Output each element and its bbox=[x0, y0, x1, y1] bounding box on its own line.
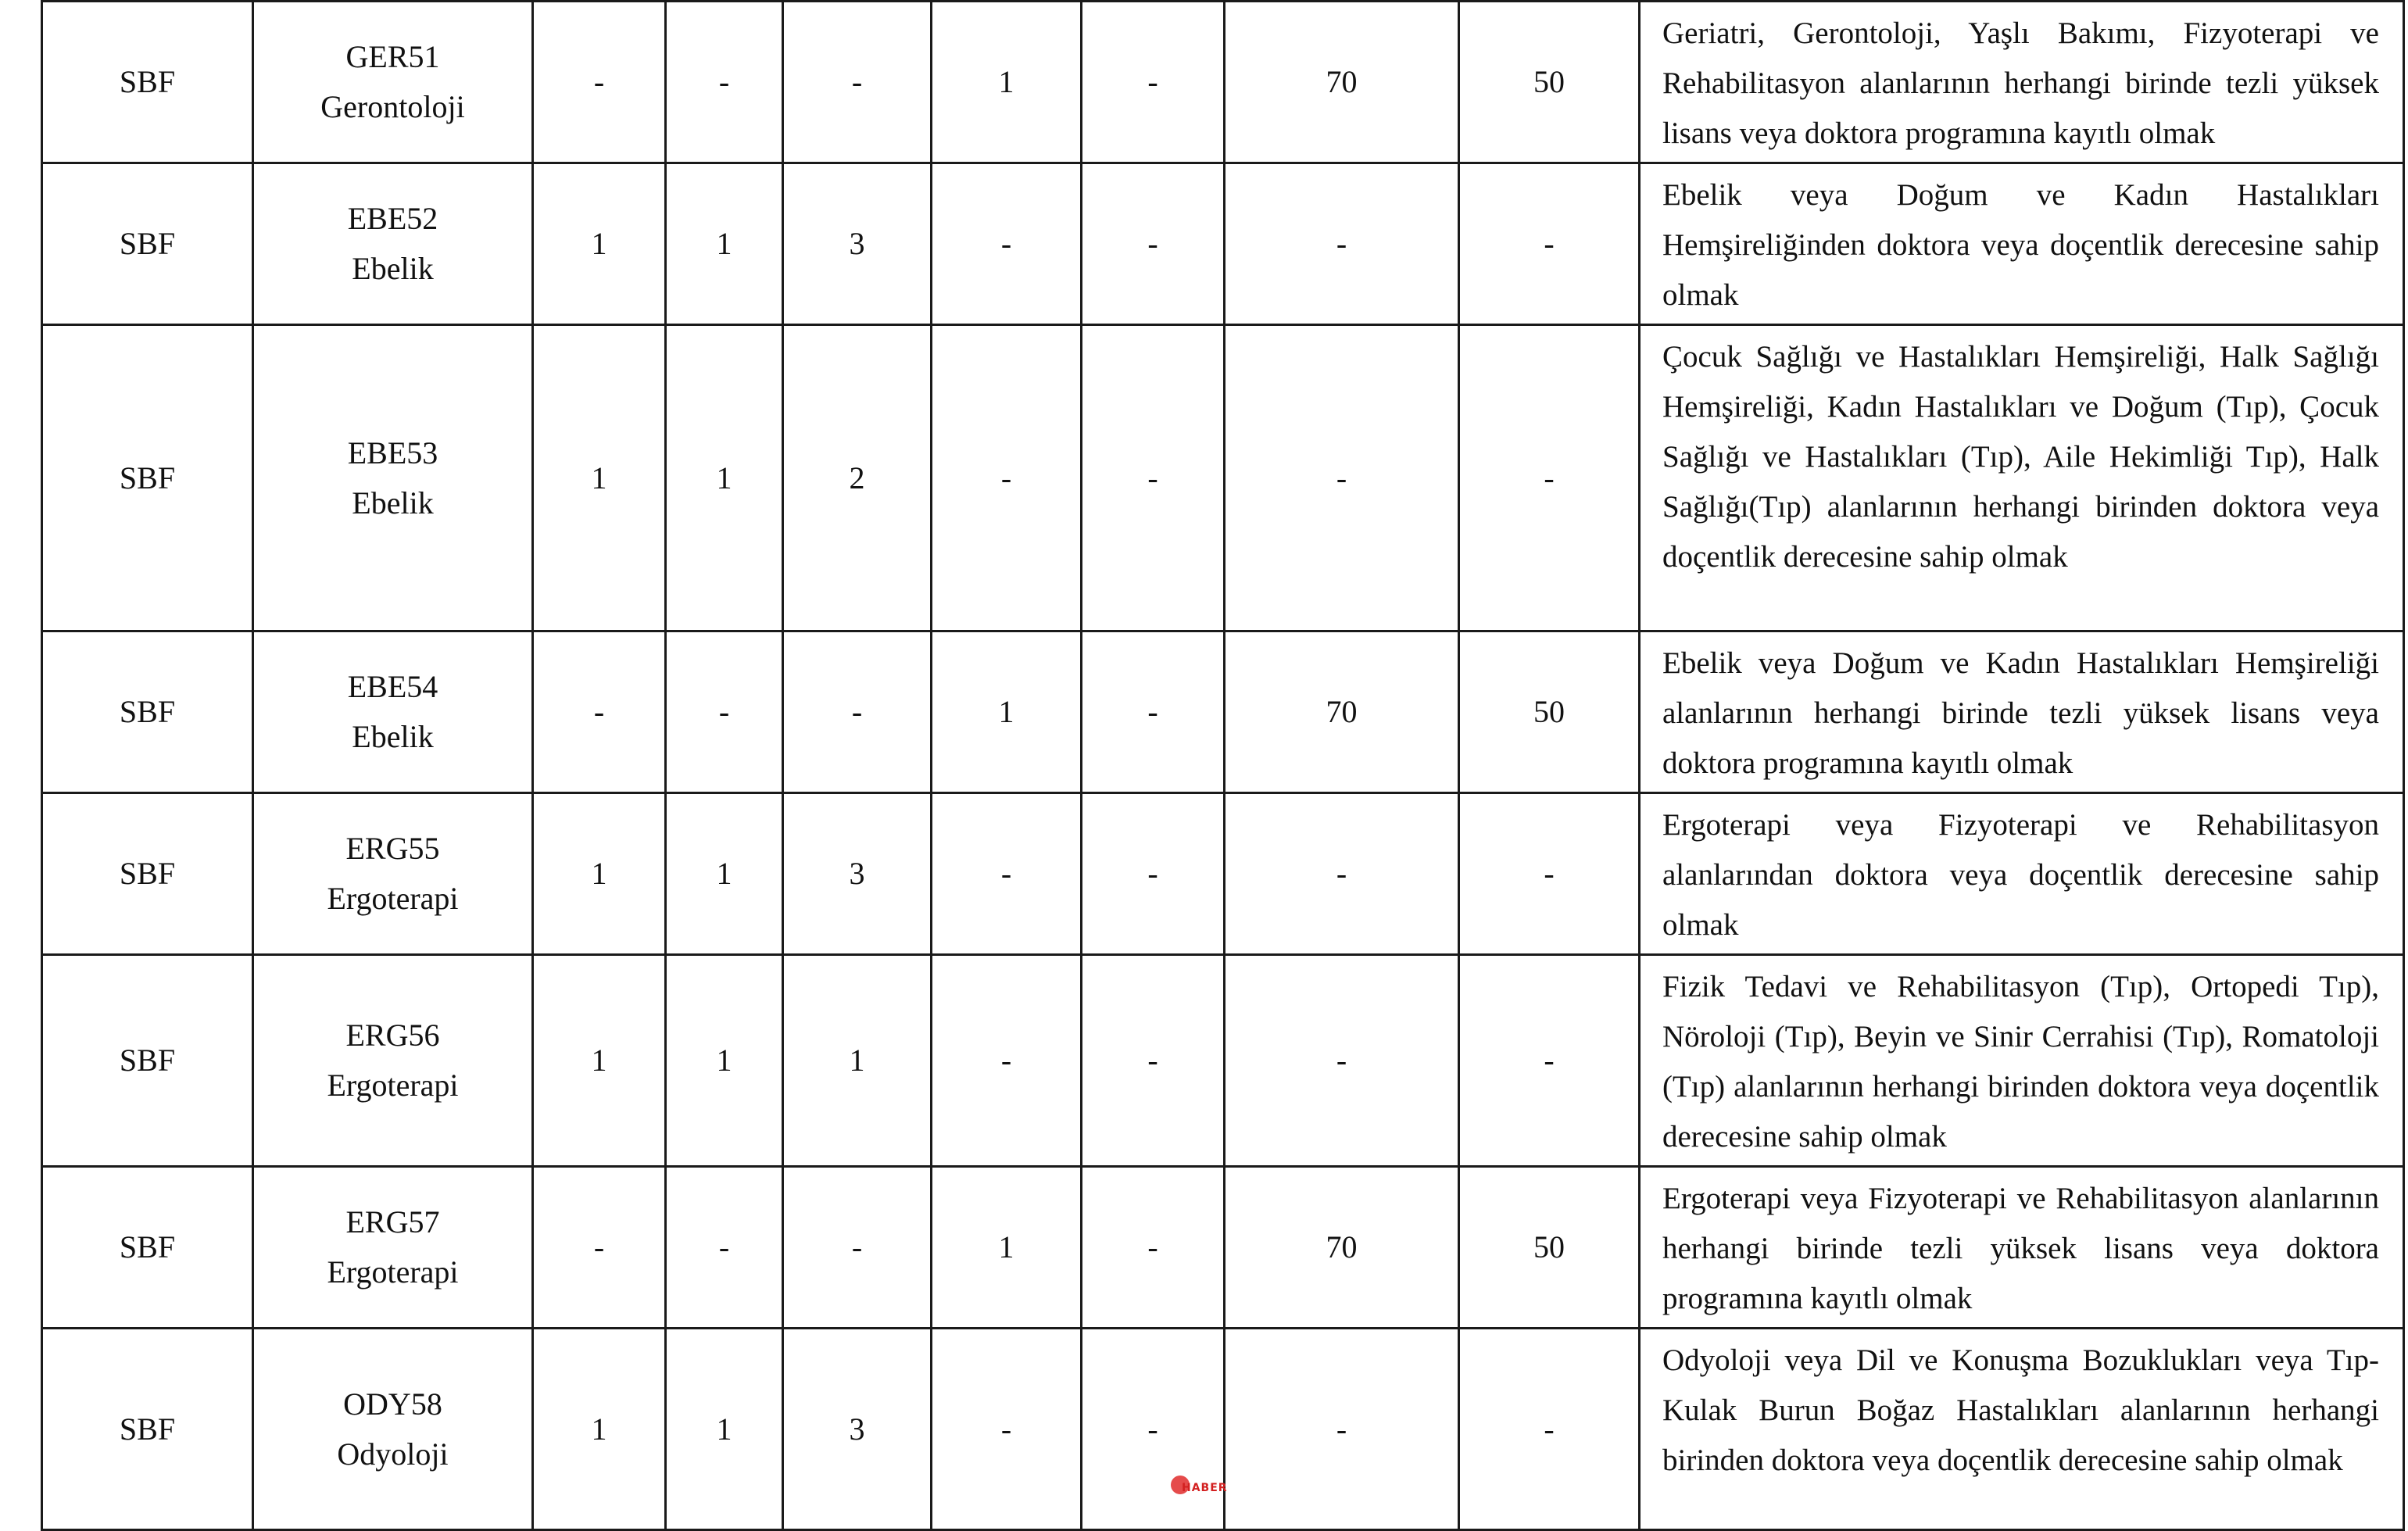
requirement-cell: Ergoterapi veya Fizyoterapi ve Rehabilitasyon alanlarından doktora veya doçentlik derecesine sahip olmak bbox=[1640, 793, 2404, 955]
count-cell: 1 bbox=[533, 955, 666, 1167]
department-cell bbox=[253, 2, 533, 163]
department-cell bbox=[253, 1167, 533, 1329]
count-cell: 2 bbox=[783, 325, 932, 631]
count-cell: 1 bbox=[666, 793, 783, 955]
count-cell: - bbox=[666, 1167, 783, 1329]
department-code: EBE53 bbox=[347, 435, 438, 470]
score-cell: - bbox=[1459, 793, 1640, 955]
department-name: Gerontoloji bbox=[320, 89, 465, 124]
faculty-cell: SBF bbox=[42, 2, 253, 163]
count-cell: 1 bbox=[666, 163, 783, 325]
department-cell bbox=[253, 163, 533, 325]
department-name: Ergoterapi bbox=[327, 881, 459, 916]
count-cell: - bbox=[1082, 955, 1225, 1167]
department-cell bbox=[253, 1329, 533, 1530]
department-name: Ergoterapi bbox=[327, 1254, 459, 1290]
count-cell: - bbox=[1082, 1167, 1225, 1329]
score-cell: 50 bbox=[1459, 631, 1640, 793]
count-cell: 1 bbox=[533, 163, 666, 325]
faculty-cell: SBF bbox=[42, 325, 253, 631]
staff-position-table bbox=[41, 0, 2405, 1531]
count-cell: - bbox=[1082, 163, 1225, 325]
count-cell: - bbox=[1082, 1329, 1225, 1530]
faculty-cell: SBF bbox=[42, 163, 253, 325]
count-cell: 1 bbox=[666, 955, 783, 1167]
requirement-cell: Fizik Tedavi ve Rehabilitasyon (Tıp), Ortopedi Tıp), Nöroloji (Tıp), Beyin ve Sinir Cerrahisi (Tıp), Romatoloji (Tıp) alanlarının herhangi birinden doktora veya doçentlik derecesine sahip olmak bbox=[1640, 955, 2404, 1167]
count-cell: - bbox=[533, 631, 666, 793]
count-cell: - bbox=[1082, 793, 1225, 955]
table-row bbox=[42, 793, 2404, 955]
requirement-cell: Çocuk Sağlığı ve Hastalıkları Hemşireliği, Halk Sağlığı Hemşireliği, Kadın Hastalıkları ve Doğum (Tıp), Çocuk Sağlığı ve Hastalıkları (Tıp), Aile Hekimliği Tıp), Halk Sağlığı(Tıp) alanlarının herhangi birinden doktora veya doçentlik derecesine sahip olmak bbox=[1640, 325, 2404, 631]
faculty-cell: SBF bbox=[42, 793, 253, 955]
department-name: Ebelik bbox=[352, 251, 434, 286]
count-cell: - bbox=[783, 2, 932, 163]
count-cell: - bbox=[666, 631, 783, 793]
count-cell: 1 bbox=[932, 631, 1082, 793]
department-code: ERG56 bbox=[345, 1018, 440, 1053]
requirement-cell: Ebelik veya Doğum ve Kadın Hastalıkları Hemşireliği alanlarının herhangi birinde tezli yüksek lisans veya doktora programına kayıtlı olmak bbox=[1640, 631, 2404, 793]
score-cell: 70 bbox=[1225, 2, 1459, 163]
score-cell: 50 bbox=[1459, 2, 1640, 163]
score-cell: - bbox=[1459, 163, 1640, 325]
department-cell bbox=[253, 955, 533, 1167]
score-cell: 70 bbox=[1225, 631, 1459, 793]
count-cell: - bbox=[932, 955, 1082, 1167]
faculty-cell: SBF bbox=[42, 955, 253, 1167]
score-cell: - bbox=[1225, 325, 1459, 631]
department-name: Ebelik bbox=[352, 719, 434, 754]
requirement-cell: Ergoterapi veya Fizyoterapi ve Rehabilitasyon alanlarının herhangi birinde tezli yüksek lisans veya doktora programına kayıtlı olmak bbox=[1640, 1167, 2404, 1329]
score-cell: - bbox=[1225, 1329, 1459, 1530]
document-page bbox=[41, 0, 2403, 1479]
count-cell: 1 bbox=[533, 1329, 666, 1530]
count-cell: - bbox=[932, 325, 1082, 631]
score-cell: 50 bbox=[1459, 1167, 1640, 1329]
faculty-cell: SBF bbox=[42, 1329, 253, 1530]
count-cell: - bbox=[932, 1329, 1082, 1530]
count-cell: - bbox=[666, 2, 783, 163]
count-cell: 1 bbox=[932, 1167, 1082, 1329]
count-cell: - bbox=[932, 793, 1082, 955]
department-cell bbox=[253, 793, 533, 955]
department-cell bbox=[253, 631, 533, 793]
department-code: ODY58 bbox=[343, 1386, 442, 1422]
department-code: EBE52 bbox=[347, 201, 438, 236]
department-cell bbox=[253, 325, 533, 631]
count-cell: 1 bbox=[666, 1329, 783, 1530]
count-cell: - bbox=[783, 1167, 932, 1329]
count-cell: 3 bbox=[783, 163, 932, 325]
score-cell: 70 bbox=[1225, 1167, 1459, 1329]
requirement-cell: Odyoloji veya Dil ve Konuşma Bozuklukları veya Tıp-Kulak Burun Boğaz Hastalıkları alanlarının herhangi birinden doktora veya doçentlik derecesine sahip olmak bbox=[1640, 1329, 2404, 1530]
count-cell: 1 bbox=[783, 955, 932, 1167]
score-cell: - bbox=[1225, 793, 1459, 955]
requirement-cell: Geriatri, Gerontoloji, Yaşlı Bakımı, Fizyoterapi ve Rehabilitasyon alanlarının herhangi birinde tezli yüksek lisans veya doktora programına kayıtlı olmak bbox=[1640, 2, 2404, 163]
count-cell: 1 bbox=[932, 2, 1082, 163]
count-cell: - bbox=[533, 2, 666, 163]
department-name: Ebelik bbox=[352, 485, 434, 520]
table-row bbox=[42, 955, 2404, 1167]
count-cell: 1 bbox=[666, 325, 783, 631]
department-code: EBE54 bbox=[347, 669, 438, 704]
count-cell: 1 bbox=[533, 793, 666, 955]
count-cell: - bbox=[932, 163, 1082, 325]
department-code: ERG55 bbox=[345, 831, 440, 866]
table-row bbox=[42, 1167, 2404, 1329]
requirement-cell: Ebelik veya Doğum ve Kadın Hastalıkları Hemşireliğinden doktora veya doçentlik derecesine sahip olmak bbox=[1640, 163, 2404, 325]
score-cell: - bbox=[1459, 325, 1640, 631]
department-name: Ergoterapi bbox=[327, 1068, 459, 1103]
count-cell: 3 bbox=[783, 793, 932, 955]
score-cell: - bbox=[1459, 1329, 1640, 1530]
count-cell: 3 bbox=[783, 1329, 932, 1530]
table-row bbox=[42, 2, 2404, 163]
faculty-cell: SBF bbox=[42, 1167, 253, 1329]
watermark-text: HABER bbox=[1182, 1482, 1228, 1494]
table-row bbox=[42, 631, 2404, 793]
score-cell: - bbox=[1225, 163, 1459, 325]
department-name: Odyoloji bbox=[337, 1436, 449, 1472]
watermark bbox=[1171, 1472, 1233, 1501]
count-cell: 1 bbox=[533, 325, 666, 631]
count-cell: - bbox=[1082, 2, 1225, 163]
table-row bbox=[42, 325, 2404, 631]
department-code: GER51 bbox=[345, 39, 440, 74]
count-cell: - bbox=[783, 631, 932, 793]
count-cell: - bbox=[1082, 325, 1225, 631]
score-cell: - bbox=[1225, 955, 1459, 1167]
faculty-cell: SBF bbox=[42, 631, 253, 793]
score-cell: - bbox=[1459, 955, 1640, 1167]
table-row bbox=[42, 163, 2404, 325]
count-cell: - bbox=[1082, 631, 1225, 793]
department-code: ERG57 bbox=[345, 1204, 440, 1239]
count-cell: - bbox=[533, 1167, 666, 1329]
